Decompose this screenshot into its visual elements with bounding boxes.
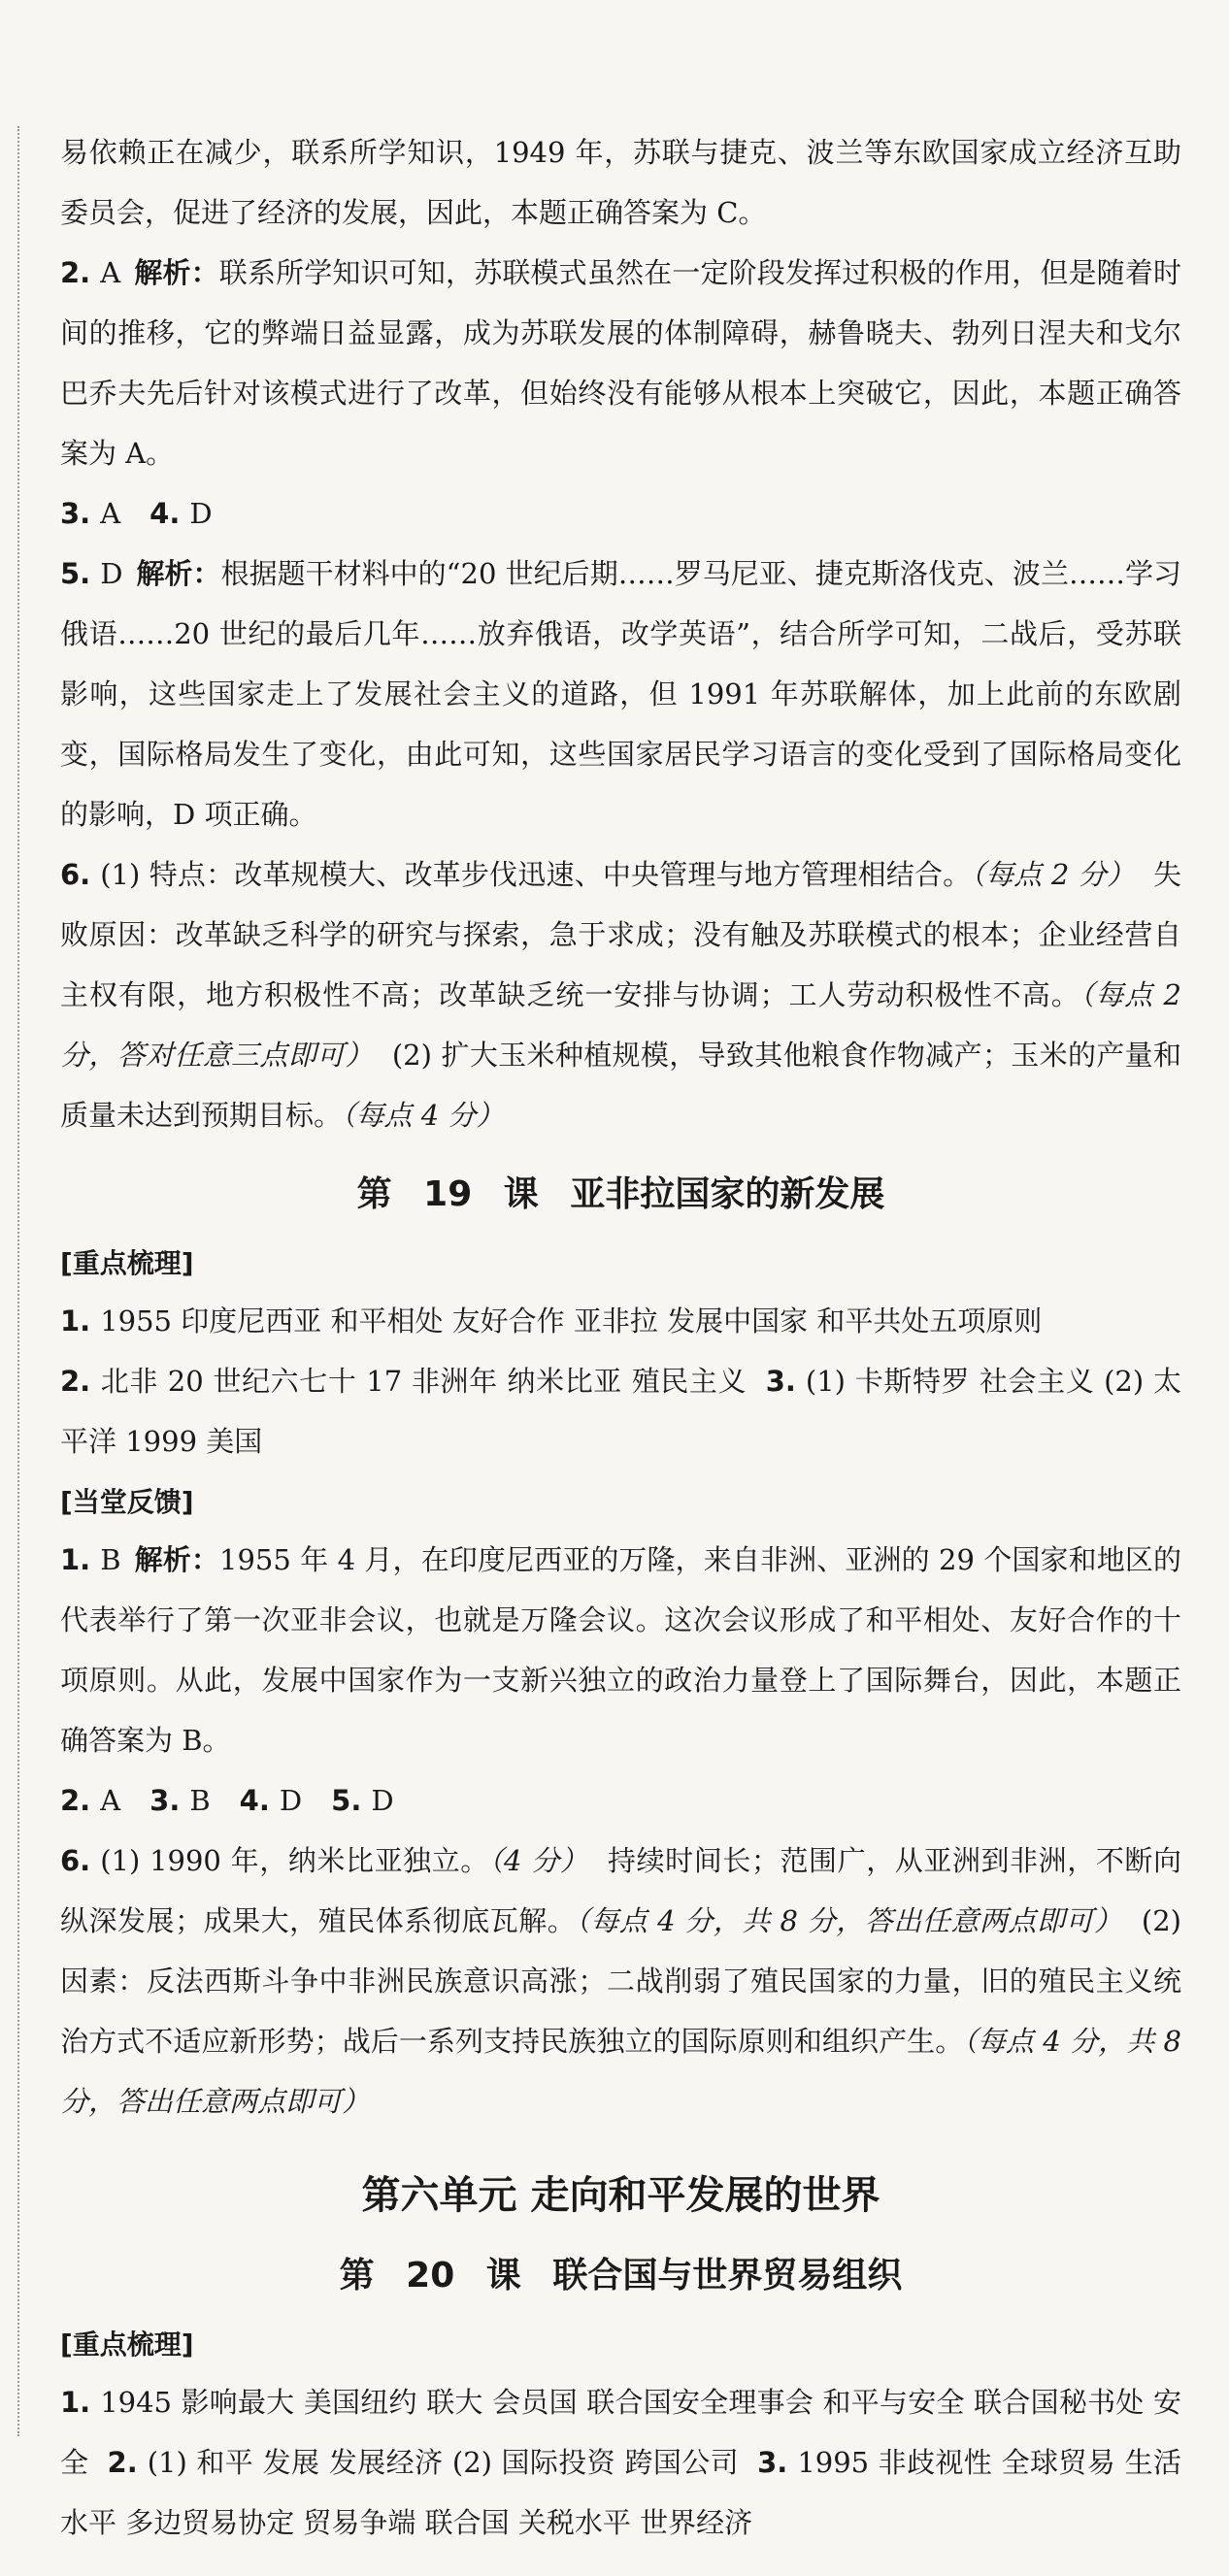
- feedback-question-1: [60, 1530, 1181, 1770]
- continued-answer-text: 易依赖正在减少，联系所学知识，1949 年，苏联与捷克、波兰等东欧国家成立经济互助委员会，促进了经济的发展，因此，本题正确答案为 C。: [60, 136, 1181, 229]
- answer-part: 失败原因：改革缺乏科学的研究与探索，急于求成；没有触及苏联模式的根本；企业经营自主权有限，地方积极性不高；改革缺乏统一安排与协调；工人劳动积极性不高。: [60, 858, 1182, 1011]
- key-point-2-3: [60, 1351, 1181, 1471]
- question-5: [60, 544, 1181, 844]
- question-number: 3.: [60, 497, 91, 530]
- question-answer: A: [100, 1784, 121, 1817]
- scoring-note: （4 分）: [488, 1844, 589, 1877]
- scoring-note: （每点 2 分，答对任意三点即可）: [60, 978, 1181, 1072]
- analysis-label: 解析：: [134, 1543, 219, 1576]
- lesson-20-title: 第 20 课 联合国与世界贸易组织: [339, 2256, 903, 2295]
- answer-part: (1) 特点：改革规模大、改革步伐迅速、中央管理与地方管理相结合。: [100, 858, 972, 891]
- scoring-note: （每点 2 分）: [971, 858, 1136, 891]
- analysis-label: 解析：: [134, 256, 219, 289]
- question-answer: A: [100, 497, 121, 530]
- key-points-tag: [重点梳理]: [60, 1247, 194, 1279]
- feedback-questions-2-5: [60, 1770, 1181, 1831]
- lesson-19-title: 第 19 课 亚非拉国家的新发展: [356, 1174, 885, 1214]
- analysis-text: 1955 年 4 月，在印度尼西亚的万隆，来自非洲、亚洲的 29 个国家和地区的代表举行了第一次亚非会议，也就是万隆会议。这次会议形成了和平相处、友好合作的十项原则。从此，发展中国家作为一支新兴独立的政治力量登上了国际舞台，因此，本题正确答案为 B。: [60, 1543, 1181, 1757]
- unit-6-title: 第六单元 走向和平发展的世界: [361, 2173, 880, 2218]
- continued-answer: [60, 122, 1181, 243]
- question-answer: D: [189, 497, 213, 530]
- question-number: 2.: [60, 1784, 91, 1817]
- key-point-text: 1955 印度尼西亚 和平相处 友好合作 亚非拉 发展中国家 和平共处五项原则: [100, 1305, 1043, 1338]
- feedback-question-6: [60, 1831, 1181, 2131]
- key-point-text: 北非 20 世纪六七十 17 非洲年 纳米比亚 殖民主义: [100, 1365, 747, 1398]
- question-answer: B: [189, 1784, 211, 1817]
- answer-part: (2) 扩大玉米种植规模，导致其他粮食作物减产；玉米的产量和质量未达到预期目标。: [60, 1039, 1181, 1132]
- question-answer: D: [371, 1784, 394, 1817]
- question-number: 3.: [757, 2446, 788, 2479]
- question-answer: D: [100, 557, 123, 590]
- key-points-tag: [重点梳理]: [60, 2328, 194, 2361]
- analysis-text: 联系所学知识可知，苏联模式虽然在一定阶段发挥过积极的作用，但是随着时间的推移，它的弊端日益显露，成为苏联发展的体制障碍，赫鲁晓夫、勃列日涅夫和戈尔巴乔夫先后针对该模式进行了改革，但始终没有能够从根本上突破它，因此，本题正确答案为 A。: [60, 256, 1181, 470]
- answer-part: (1) 1990 年，纳米比亚独立。: [100, 1844, 489, 1877]
- key-point-text: 1945 影响最大 美国纽约 联大 会员国 联合国安全理事会 和平与安全 联合国秘书处 安全: [60, 2386, 1181, 2479]
- question-number: 2.: [60, 256, 91, 289]
- question-answer: B: [100, 1543, 121, 1576]
- question-6: [60, 844, 1181, 1145]
- question-number: 2.: [60, 1365, 91, 1398]
- key-points-lesson-20: [60, 2372, 1181, 2553]
- questions-3-4: [60, 483, 1181, 544]
- question-number: 1.: [60, 1543, 91, 1576]
- question-number: 4.: [239, 1784, 270, 1817]
- key-point-text: 1995 非歧视性 全球贸易 生活水平 多边贸易协定 贸易争端 联合国 关税水平 世界经济: [60, 2446, 1182, 2539]
- question-number: 3.: [149, 1784, 181, 1817]
- question-answer: A: [100, 256, 121, 289]
- question-number: 2.: [107, 2446, 138, 2479]
- scoring-note: （每点 4 分）: [342, 1099, 505, 1132]
- scoring-note: （每点 4 分，共 8 分，答出任意两点即可）: [576, 1904, 1123, 1937]
- analysis-text: 根据题干材料中的“20 世纪后期……罗马尼亚、捷克斯洛伐克、波兰……学习俄语……20 世纪的最后几年……放弃俄语，改学英语”，结合所学可知，二战后，受苏联影响，这些国家走上了发展社会主义的道路，但 1991 年苏联解体，加上此前的东欧剧变，国际格局发生了变化，由此可知，这些国家居民学习语言的变化受到了国际格局变化的影响，D 项正确。: [60, 557, 1181, 831]
- question-2: [60, 243, 1181, 483]
- question-answer: D: [279, 1784, 303, 1817]
- scoring-note: （每点 4 分，共 8 分，答出任意两点即可）: [60, 2025, 1181, 2118]
- answer-part: (2) 因素：反法西斯斗争中非洲民族意识高涨；二战削弱了殖民国家的力量，旧的殖民主义统治方式不适应新形势；战后一系列支持民族独立的国际原则和组织产生。: [60, 1904, 1181, 2058]
- question-number: 1.: [60, 2386, 91, 2419]
- question-number: 5.: [331, 1784, 362, 1817]
- question-number: 4.: [149, 497, 181, 530]
- question-number: 3.: [765, 1365, 796, 1398]
- binding-margin-rule: [17, 126, 19, 2436]
- question-number: 5.: [60, 557, 91, 590]
- analysis-label: 解析：: [136, 557, 221, 590]
- key-point-1: [60, 1291, 1181, 1351]
- answer-part: 持续时间长；范围广，从亚洲到非洲，不断向纵深发展；成果大，殖民体系彻底瓦解。: [60, 1844, 1182, 1937]
- feedback-tag: [当堂反馈]: [60, 1486, 194, 1518]
- page-content: [60, 122, 1181, 2553]
- key-point-text: (1) 和平 发展 发展经济 (2) 国际投资 跨国公司: [147, 2446, 739, 2479]
- question-number: 6.: [60, 1844, 91, 1877]
- question-number: 1.: [60, 1305, 91, 1338]
- key-point-text: (1) 卡斯特罗 社会主义 (2) 太平洋 1999 美国: [60, 1365, 1181, 1458]
- question-number: 6.: [60, 858, 91, 891]
